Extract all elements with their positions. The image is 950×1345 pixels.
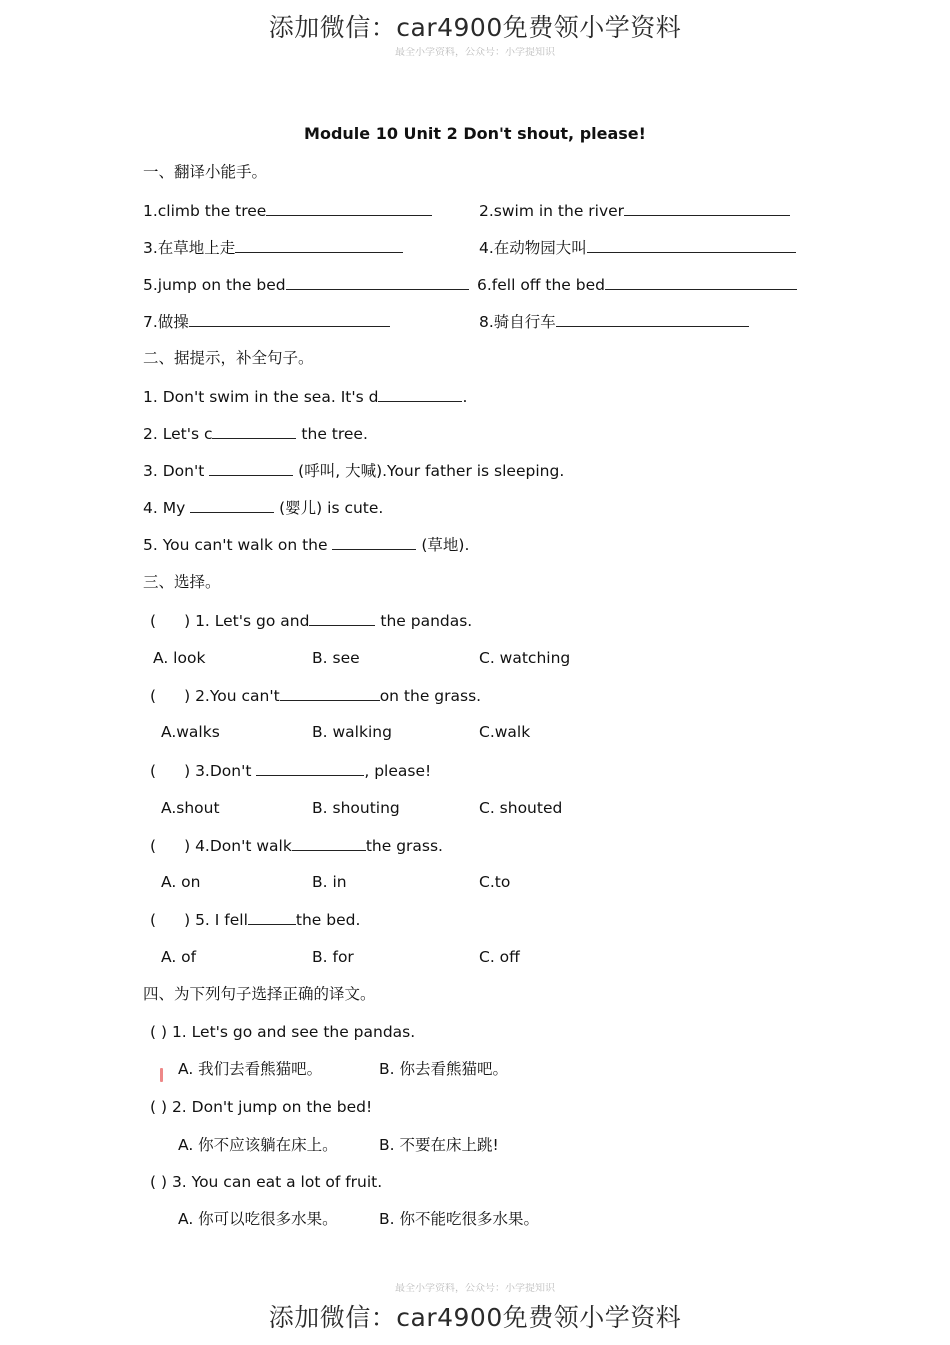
s3-q4-option-a[interactable]: A. on <box>161 873 201 891</box>
promo-banner-top: 添加微信：car4900免费领小学资料 <box>268 13 682 42</box>
faded-footer-text: 最全小学资料，公众号：小学提知识 <box>395 1283 555 1294</box>
s3-q3-option-a[interactable]: A.shout <box>161 799 220 817</box>
answer-blank[interactable] <box>286 274 469 290</box>
answer-blank[interactable] <box>624 200 790 216</box>
answer-blank[interactable] <box>256 760 364 776</box>
s3-q5-option-a[interactable]: A. of <box>161 948 197 966</box>
s3-q2: ( ) 2.You can't on the grass. <box>150 687 482 705</box>
answer-blank[interactable] <box>209 460 293 476</box>
s1-item-2: 2.swim in the river <box>479 200 790 221</box>
s3-q4-option-c[interactable]: C.to <box>479 873 511 891</box>
answer-blank[interactable] <box>292 835 366 851</box>
s3-q1-option-b[interactable]: B. see <box>312 649 360 667</box>
section3-heading: 三、选择。 <box>143 573 221 591</box>
answer-blank[interactable] <box>587 237 796 253</box>
s4-q2-option-b[interactable]: B. 不要在床上跳! <box>379 1136 499 1154</box>
answer-blank[interactable] <box>190 497 274 513</box>
s3-q4: ( ) 4.Don't walk the grass. <box>150 837 443 855</box>
s2-q2: 2. Let's c the tree. <box>143 425 368 443</box>
section4-heading: 四、为下列句子选择正确的译文。 <box>143 985 376 1003</box>
s4-q3: ( ) 3. You can eat a lot of fruit. <box>150 1173 383 1191</box>
s1-item-1: 1.climb the tree <box>143 200 432 221</box>
s4-q1-option-b[interactable]: B. 你去看熊猫吧。 <box>379 1060 508 1078</box>
section2-heading: 二、据提示，补全句子。 <box>143 349 314 367</box>
section1-heading: 一、翻译小能手。 <box>143 163 268 181</box>
s3-q1: ( ) 1. Let's go and the pandas. <box>150 612 473 630</box>
answer-blank[interactable] <box>266 200 432 216</box>
s3-q4-option-b[interactable]: B. in <box>312 873 347 891</box>
s2-q3: 3. Don't (呼叫, 大喊).Your father is sleeping. <box>143 462 565 480</box>
s3-q5-option-c[interactable]: C. off <box>479 948 520 966</box>
faded-header-text: 最全小学资料，公众号：小学提知识 <box>395 47 555 58</box>
answer-blank[interactable] <box>189 311 390 327</box>
answer-blank[interactable] <box>309 610 375 626</box>
s4-q3-option-b[interactable]: B. 你不能吃很多水果。 <box>379 1210 539 1228</box>
answer-blank[interactable] <box>212 423 296 439</box>
s4-q1-option-a[interactable]: A. 我们去看熊猫吧。 <box>178 1060 323 1078</box>
s4-q2: ( ) 2. Don't jump on the bed! <box>150 1098 373 1116</box>
s4-q2-option-a[interactable]: A. 你不应该躺在床上。 <box>178 1136 338 1154</box>
s1-item-7: 7.做操 <box>143 311 390 332</box>
s4-q3-option-a[interactable]: A. 你可以吃很多水果。 <box>178 1210 338 1228</box>
s1-item-4: 4.在动物园大叫 <box>479 237 796 258</box>
s3-q5-option-b[interactable]: B. for <box>312 948 354 966</box>
s3-q2-option-a[interactable]: A.walks <box>161 723 220 741</box>
s1-item-6: 6.fell off the bed <box>477 274 797 295</box>
answer-blank[interactable] <box>248 909 296 925</box>
s3-q5: ( ) 5. I fell the bed. <box>150 911 361 929</box>
s2-q5: 5. You can't walk on the (草地). <box>143 536 470 554</box>
s3-q3-option-c[interactable]: C. shouted <box>479 799 563 817</box>
stray-mark <box>160 1068 163 1082</box>
s3-q1-option-a[interactable]: A. look <box>153 649 206 667</box>
s1-item-3: 3.在草地上走 <box>143 237 403 258</box>
s3-q3: ( ) 3.Don't , please! <box>150 762 432 780</box>
answer-blank[interactable] <box>280 685 380 701</box>
s3-q2-option-b[interactable]: B. walking <box>312 723 392 741</box>
s2-q1: 1. Don't swim in the sea. It's d . <box>143 388 468 406</box>
s3-q2-option-c[interactable]: C.walk <box>479 723 531 741</box>
answer-blank[interactable] <box>556 311 749 327</box>
s1-item-5: 5.jump on the bed <box>143 274 469 295</box>
promo-banner-bottom: 添加微信：car4900免费领小学资料 <box>268 1303 682 1332</box>
s3-q1-option-c[interactable]: C. watching <box>479 649 571 667</box>
s1-item-8: 8.骑自行车 <box>479 311 749 332</box>
s4-q1: ( ) 1. Let's go and see the pandas. <box>150 1023 416 1041</box>
answer-blank[interactable] <box>605 274 797 290</box>
answer-blank[interactable] <box>332 534 416 550</box>
worksheet-title: Module 10 Unit 2 Don't shout, please! <box>304 124 646 143</box>
s3-q3-option-b[interactable]: B. shouting <box>312 799 400 817</box>
answer-blank[interactable] <box>378 386 462 402</box>
s2-q4: 4. My (婴儿) is cute. <box>143 499 384 517</box>
answer-blank[interactable] <box>235 237 403 253</box>
